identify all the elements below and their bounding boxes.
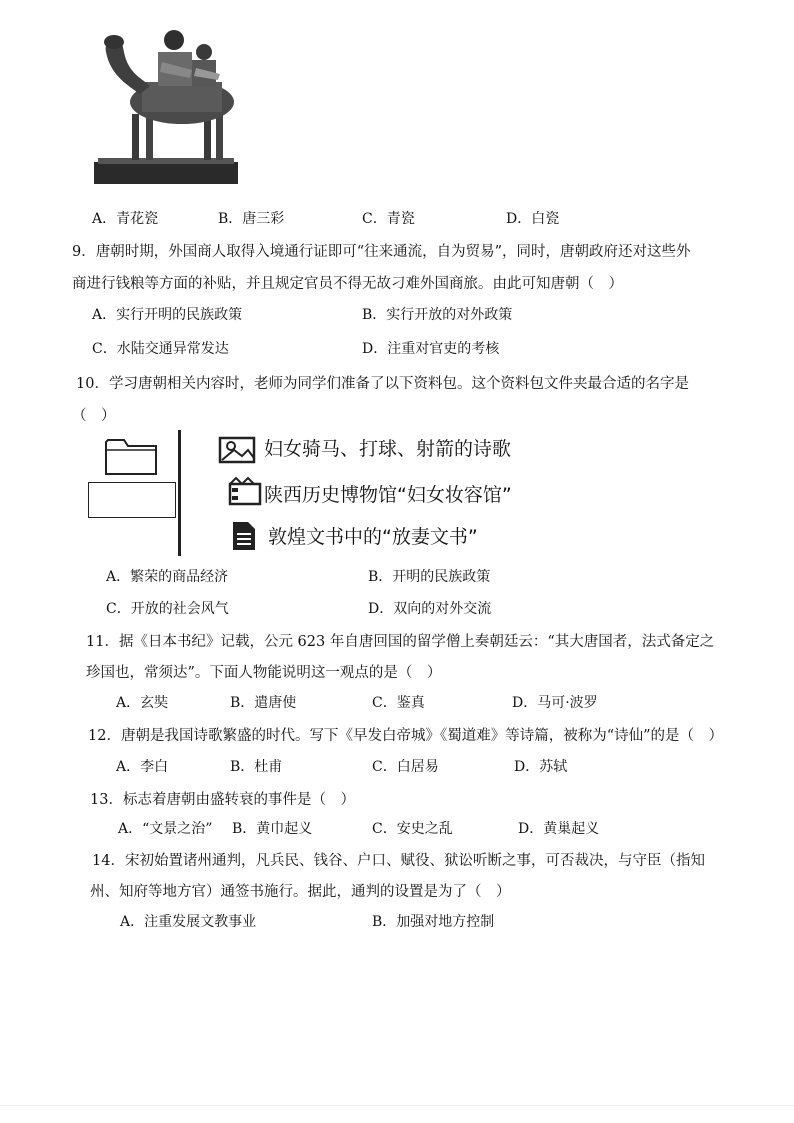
q9-option-d: D．注重对官吏的考核 xyxy=(362,341,500,357)
q11-option-d: D．马可·波罗 xyxy=(512,695,598,711)
q9-option-b: B．实行开放的对外政策 xyxy=(362,307,513,323)
q11-option-b: B．遣唐使 xyxy=(230,695,297,711)
q9-option-c: C．水陆交通异常发达 xyxy=(92,341,229,357)
q8-option-b: B．唐三彩 xyxy=(218,211,285,227)
q12-option-a: A．李白 xyxy=(116,759,169,775)
q10-option-d: D．双向的对外交流 xyxy=(368,601,492,617)
q10-option-b: B．开明的民族政策 xyxy=(368,569,491,585)
q12-stem-line1: 12．唐朝是我国诗歌繁盛的时代。写下《早发白帝城》《蜀道难》等诗篇，被称为“诗仙”的是（ ） xyxy=(88,728,724,744)
q8-option-a: A．青花瓷 xyxy=(92,211,159,227)
folder-icon xyxy=(104,434,160,478)
q12-option-c: C．白居易 xyxy=(372,759,439,775)
q10-stem-line1: 10．学习唐朝相关内容时，老师为同学们准备了以下资料包。这个资料包文件夹最合适的名字是 xyxy=(76,376,689,392)
q12-option-b: B．杜甫 xyxy=(230,759,283,775)
q14-stem-line1: 14．宋初始置诸州通判，凡兵民、钱谷、户口、赋役、狱讼听断之事，可否裁决，与守臣（指知 xyxy=(92,853,705,869)
q13-option-c: C．安史之乱 xyxy=(372,821,453,837)
q10-option-c: C．开放的社会风气 xyxy=(106,601,229,617)
q14-stem-line2: 州、知府等地方官）通签书施行。据此，通判的设置是为了（ ） xyxy=(90,884,511,900)
q13-option-d: D．黄巢起义 xyxy=(518,821,600,837)
camel-figurine-image xyxy=(92,22,242,188)
image-icon xyxy=(218,432,258,466)
q8-option-d: D．白瓷 xyxy=(506,211,560,227)
q11-stem-line1: 11．据《日本书纪》记载，公元 623 年自唐回国的留学僧上奏朝廷云：“其大唐国者，法式备定之 xyxy=(86,634,715,650)
q13-option-b: B．黄巾起义 xyxy=(232,821,313,837)
page-bottom-divider xyxy=(0,1105,794,1106)
q10-stem-line2: （ ） xyxy=(72,408,116,424)
divider xyxy=(178,430,181,556)
q14-option-b: B．加强对地方控制 xyxy=(372,914,495,930)
file-label-3: 敦煌文书中的“放妻文书” xyxy=(268,526,478,548)
folder-name-box xyxy=(88,482,176,518)
document-icon xyxy=(230,520,258,552)
q9-stem-line2: 商进行钱粮等方面的补贴，并且规定官员不得无故刁难外国商旅。由此可知唐朝（ ） xyxy=(72,276,623,292)
q13-option-a: A．“文景之治” xyxy=(118,821,213,837)
q9-option-a: A．实行开明的民族政策 xyxy=(92,307,243,323)
q12-option-d: D．苏轼 xyxy=(514,759,568,775)
q8-option-c: C．青瓷 xyxy=(362,211,415,227)
video-icon xyxy=(228,476,262,506)
q11-stem-line2: 珍国也，常须达”。下面人物能说明这一观点的是（ ） xyxy=(86,665,442,681)
q14-option-a: A．注重发展文教事业 xyxy=(120,914,257,930)
q13-stem-line1: 13．标志着唐朝由盛转衰的事件是（ ） xyxy=(90,792,355,808)
q9-stem-line1: 9．唐朝时期，外国商人取得入境通行证即可“往来通流，自为贸易”，同时，唐朝政府还对这些外 xyxy=(72,244,691,260)
file-label-2: 陕西历史博物馆“妇女妆容馆” xyxy=(264,484,512,506)
file-label-1: 妇女骑马、打球、射箭的诗歌 xyxy=(264,438,512,460)
q11-option-a: A．玄奘 xyxy=(116,695,169,711)
q10-option-a: A．繁荣的商品经济 xyxy=(106,569,229,585)
q11-option-c: C．鉴真 xyxy=(372,695,425,711)
